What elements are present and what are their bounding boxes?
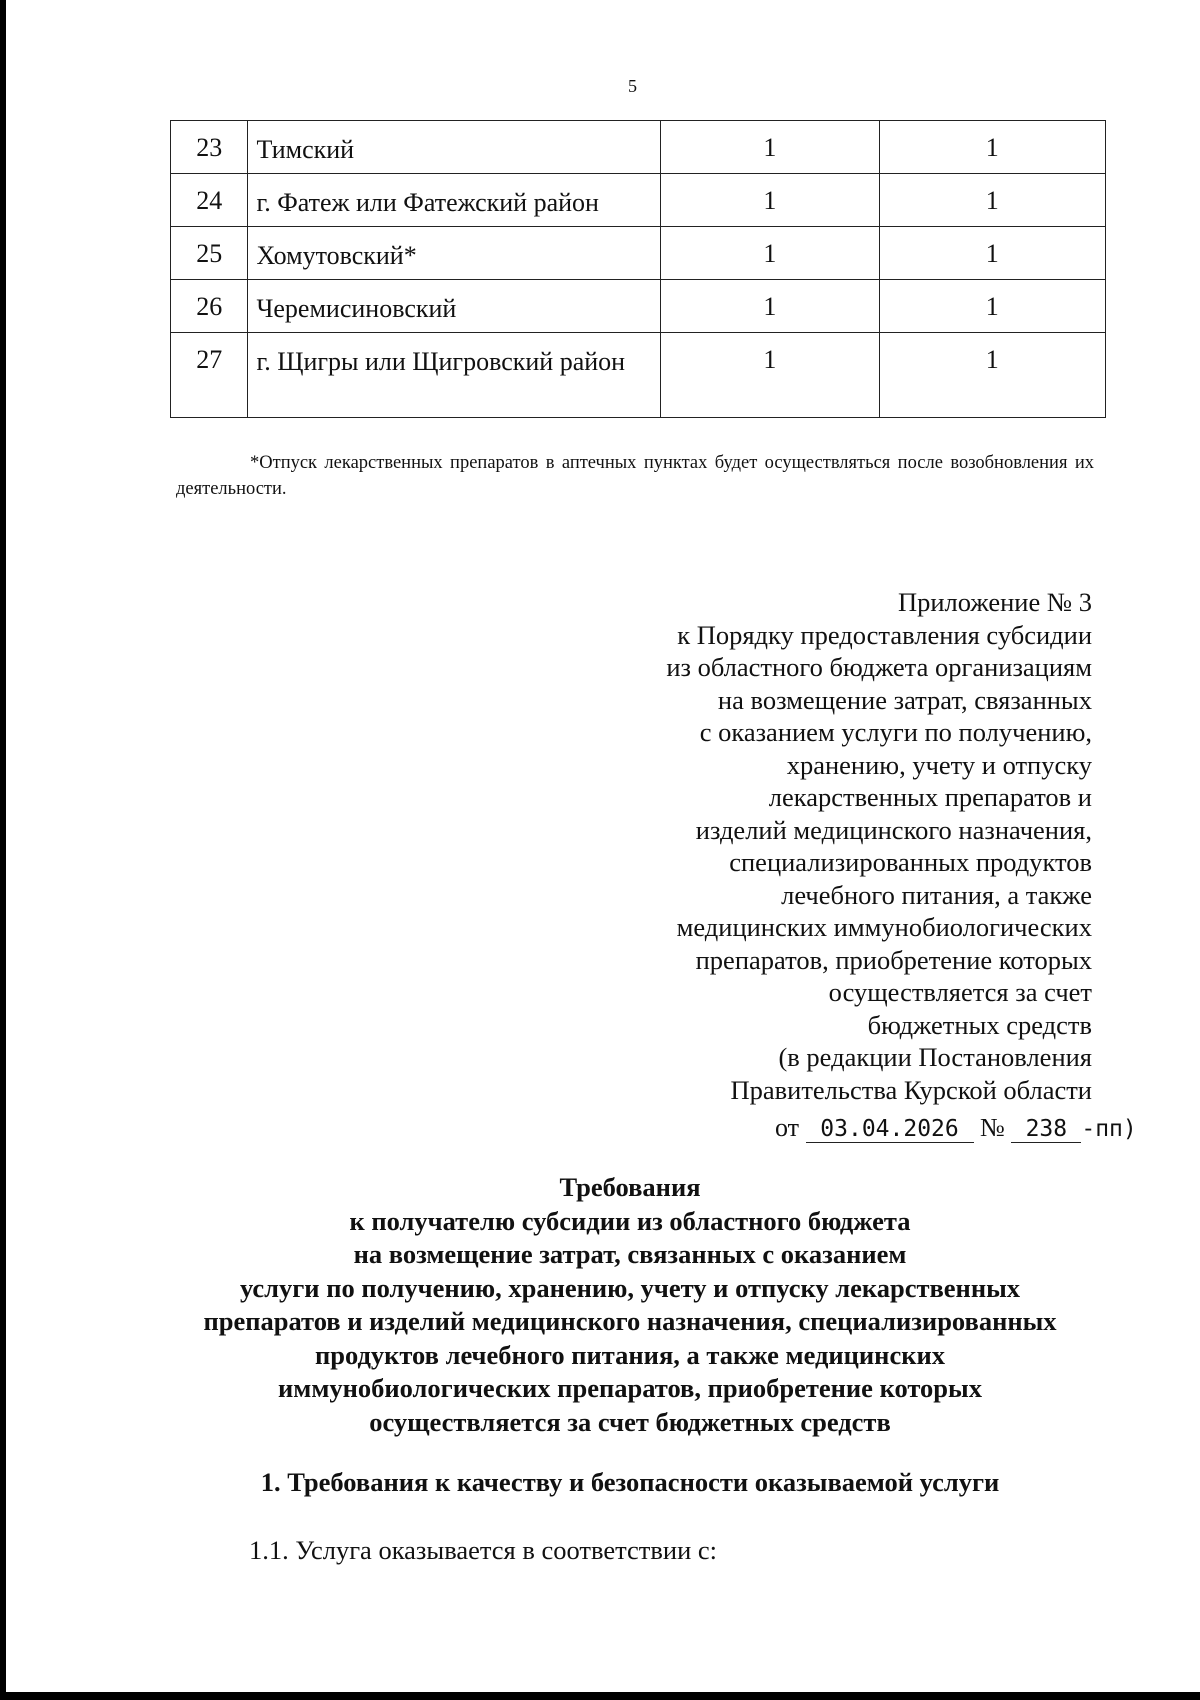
count-cell-a: 1 xyxy=(661,174,879,227)
count-cell-a: 1 xyxy=(661,280,879,333)
resolution-number: 238 xyxy=(1011,1116,1081,1143)
district-name: Хомутовский* xyxy=(248,227,661,280)
table-row xyxy=(171,174,1106,227)
section-heading: 1. Требования к качеству и безопасности оказываемой услуги xyxy=(260,1467,1000,1497)
appendix-line: Правительства Курской области xyxy=(730,1074,1092,1105)
appendix-line: к Порядку предоставления субсидии xyxy=(677,619,1092,650)
scan-edge-left xyxy=(0,0,6,1700)
district-name: г. Фатеж или Фатежский район xyxy=(248,174,661,227)
appendix-line: из областного бюджета организациям xyxy=(666,652,1092,682)
appendix-line: осуществляется за счет xyxy=(828,977,1092,1007)
appendix-line: лечебного питания, а также xyxy=(781,879,1092,910)
appendix-line: изделий медицинского назначения, xyxy=(695,814,1092,845)
district-name: г. Щигры или Щигровский район xyxy=(248,333,661,418)
district-name: Тимский xyxy=(248,121,661,174)
resolution-suffix: -пп) xyxy=(1081,1116,1137,1142)
table-row xyxy=(171,121,1106,174)
title-line: препаратов и изделий медицинского назначения, специализированных xyxy=(203,1306,1057,1336)
count-cell-a: 1 xyxy=(661,227,879,280)
clause-1-1: 1.1. Услуга оказывается в соответствии с: xyxy=(249,1535,717,1565)
date-prefix: от xyxy=(775,1113,800,1142)
count-cell-b: 1 xyxy=(879,174,1105,227)
title-line: иммунобиологических препаратов, приобретение которых xyxy=(278,1373,982,1403)
row-number: 25 xyxy=(171,227,248,280)
title-line: осуществляется за счет бюджетных средств xyxy=(369,1406,891,1437)
appendix-line: лекарственных препаратов и xyxy=(768,782,1092,812)
table-row xyxy=(171,227,1106,280)
row-number: 26 xyxy=(171,280,248,333)
row-number: 24 xyxy=(171,174,248,227)
page-number: 5 xyxy=(628,76,637,96)
district-name: Черемисиновский xyxy=(248,280,661,333)
title-line: продуктов лечебного питания, а также медицинских xyxy=(314,1339,946,1370)
appendix-line: на возмещение затрат, связанных xyxy=(717,684,1092,715)
appendix-header xyxy=(560,586,1092,1106)
table-row xyxy=(171,280,1106,333)
title-line: услуги по получению, хранению, учету и отпуску лекарственных xyxy=(239,1272,1021,1303)
table-row xyxy=(171,333,1106,418)
row-number: 27 xyxy=(171,333,248,418)
row-number: 23 xyxy=(171,121,248,174)
resolution-date: 03.04.2026 xyxy=(806,1116,974,1143)
document-title xyxy=(150,1171,1110,1439)
appendix-line: (в редакции Постановления xyxy=(778,1042,1092,1072)
appendix-line: Приложение № 3 xyxy=(897,587,1092,617)
count-cell-b: 1 xyxy=(879,227,1105,280)
count-cell-a: 1 xyxy=(661,121,879,174)
appendix-line: бюджетных средств xyxy=(867,1009,1092,1040)
appendix-line: с оказанием услуги по получению, xyxy=(699,717,1092,747)
number-sign: № xyxy=(980,1113,1005,1142)
footnote: *Отпуск лекарственных препаратов в аптечных пунктах будет осуществляться после возобновления их деятельности. xyxy=(176,453,1094,499)
count-cell-b: 1 xyxy=(879,121,1105,174)
appendix-line: специализированных продуктов xyxy=(729,847,1092,877)
title-line: к получателю субсидии из областного бюджета xyxy=(349,1205,911,1236)
title-line: Требования xyxy=(559,1172,701,1202)
scan-edge-bottom xyxy=(0,1692,1200,1700)
count-cell-b: 1 xyxy=(879,280,1105,333)
title-line: на возмещение затрат, связанных с оказанием xyxy=(353,1239,907,1269)
appendix-line: хранению, учету и отпуску xyxy=(786,749,1092,780)
appendix-line: медицинских иммунобиологических xyxy=(676,912,1092,942)
count-cell-a: 1 xyxy=(661,333,879,418)
districts-table xyxy=(170,120,1106,418)
resolution-date-line xyxy=(775,1113,1137,1143)
appendix-line: препаратов, приобретение которых xyxy=(695,944,1092,975)
count-cell-b: 1 xyxy=(879,333,1105,418)
